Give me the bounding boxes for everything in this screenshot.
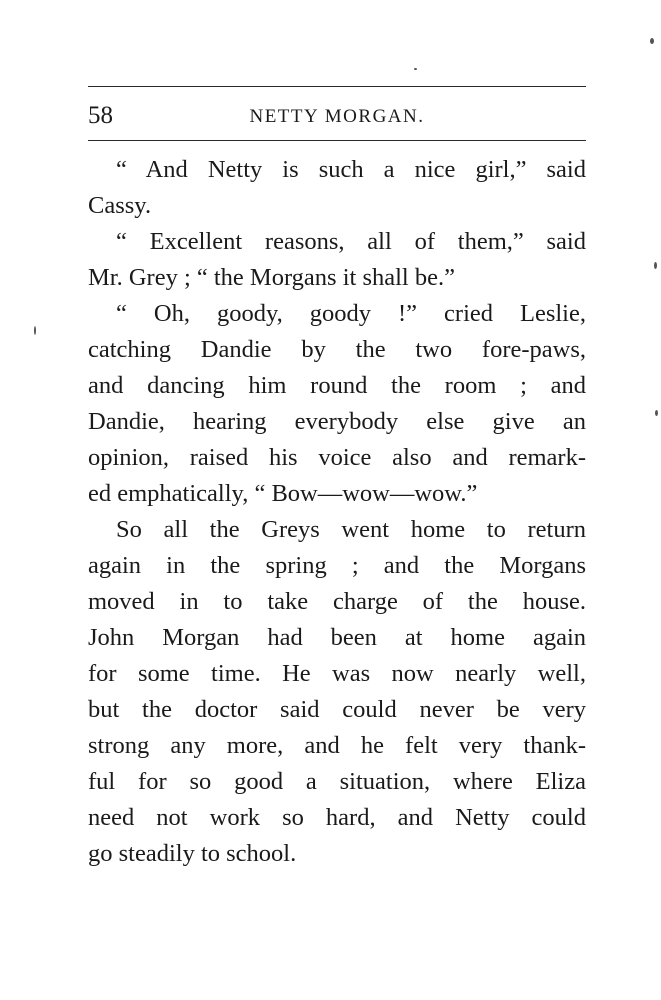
text-line: “ Excellent reasons, all of them,” said [116, 228, 586, 255]
paper-speck [34, 326, 36, 335]
text-line: John Morgan had been at home again [88, 624, 586, 651]
text-line: Cassy. [88, 192, 152, 219]
text-line: catching Dandie by the two fore-paws, [88, 336, 586, 363]
text-line: and dancing him round the room ; and [88, 372, 586, 399]
text-line: for some time. He was now nearly well, [88, 660, 586, 687]
running-head: NETTY MORGAN. [249, 106, 425, 127]
text-line: moved in to take charge of the house. [88, 588, 586, 615]
text-line: again in the spring ; and the Morgans [88, 552, 586, 579]
paper-speck [650, 38, 654, 44]
text-line: ed emphatically, “ Bow—wow—wow.” [88, 480, 478, 507]
header-top-rule [88, 86, 586, 87]
text-line: ful for so good a situation, where Eliza [88, 768, 586, 795]
paper-speck [655, 410, 658, 416]
text-line: “ And Netty is such a nice girl,” said [116, 156, 586, 183]
header-bottom-rule [88, 140, 586, 141]
text-line: need not work so hard, and Netty could [88, 804, 586, 831]
page-header [88, 100, 586, 132]
page-number: 58 [88, 102, 113, 129]
text-line: but the doctor said could never be very [88, 696, 586, 723]
text-line: opinion, raised his voice also and remark- [88, 444, 586, 471]
text-line: So all the Greys went home to return [116, 516, 586, 543]
paper-speck [414, 68, 417, 70]
text-line: Mr. Grey ; “ the Morgans it shall be.” [88, 264, 455, 291]
body-text [88, 152, 586, 872]
text-line: go steadily to school. [88, 840, 297, 867]
paper-speck [654, 262, 657, 269]
text-line: strong any more, and he felt very thank- [88, 732, 586, 759]
text-line: Dandie, hearing everybody else give an [88, 408, 586, 435]
text-line: “ Oh, goody, goody !” cried Leslie, [116, 300, 586, 327]
